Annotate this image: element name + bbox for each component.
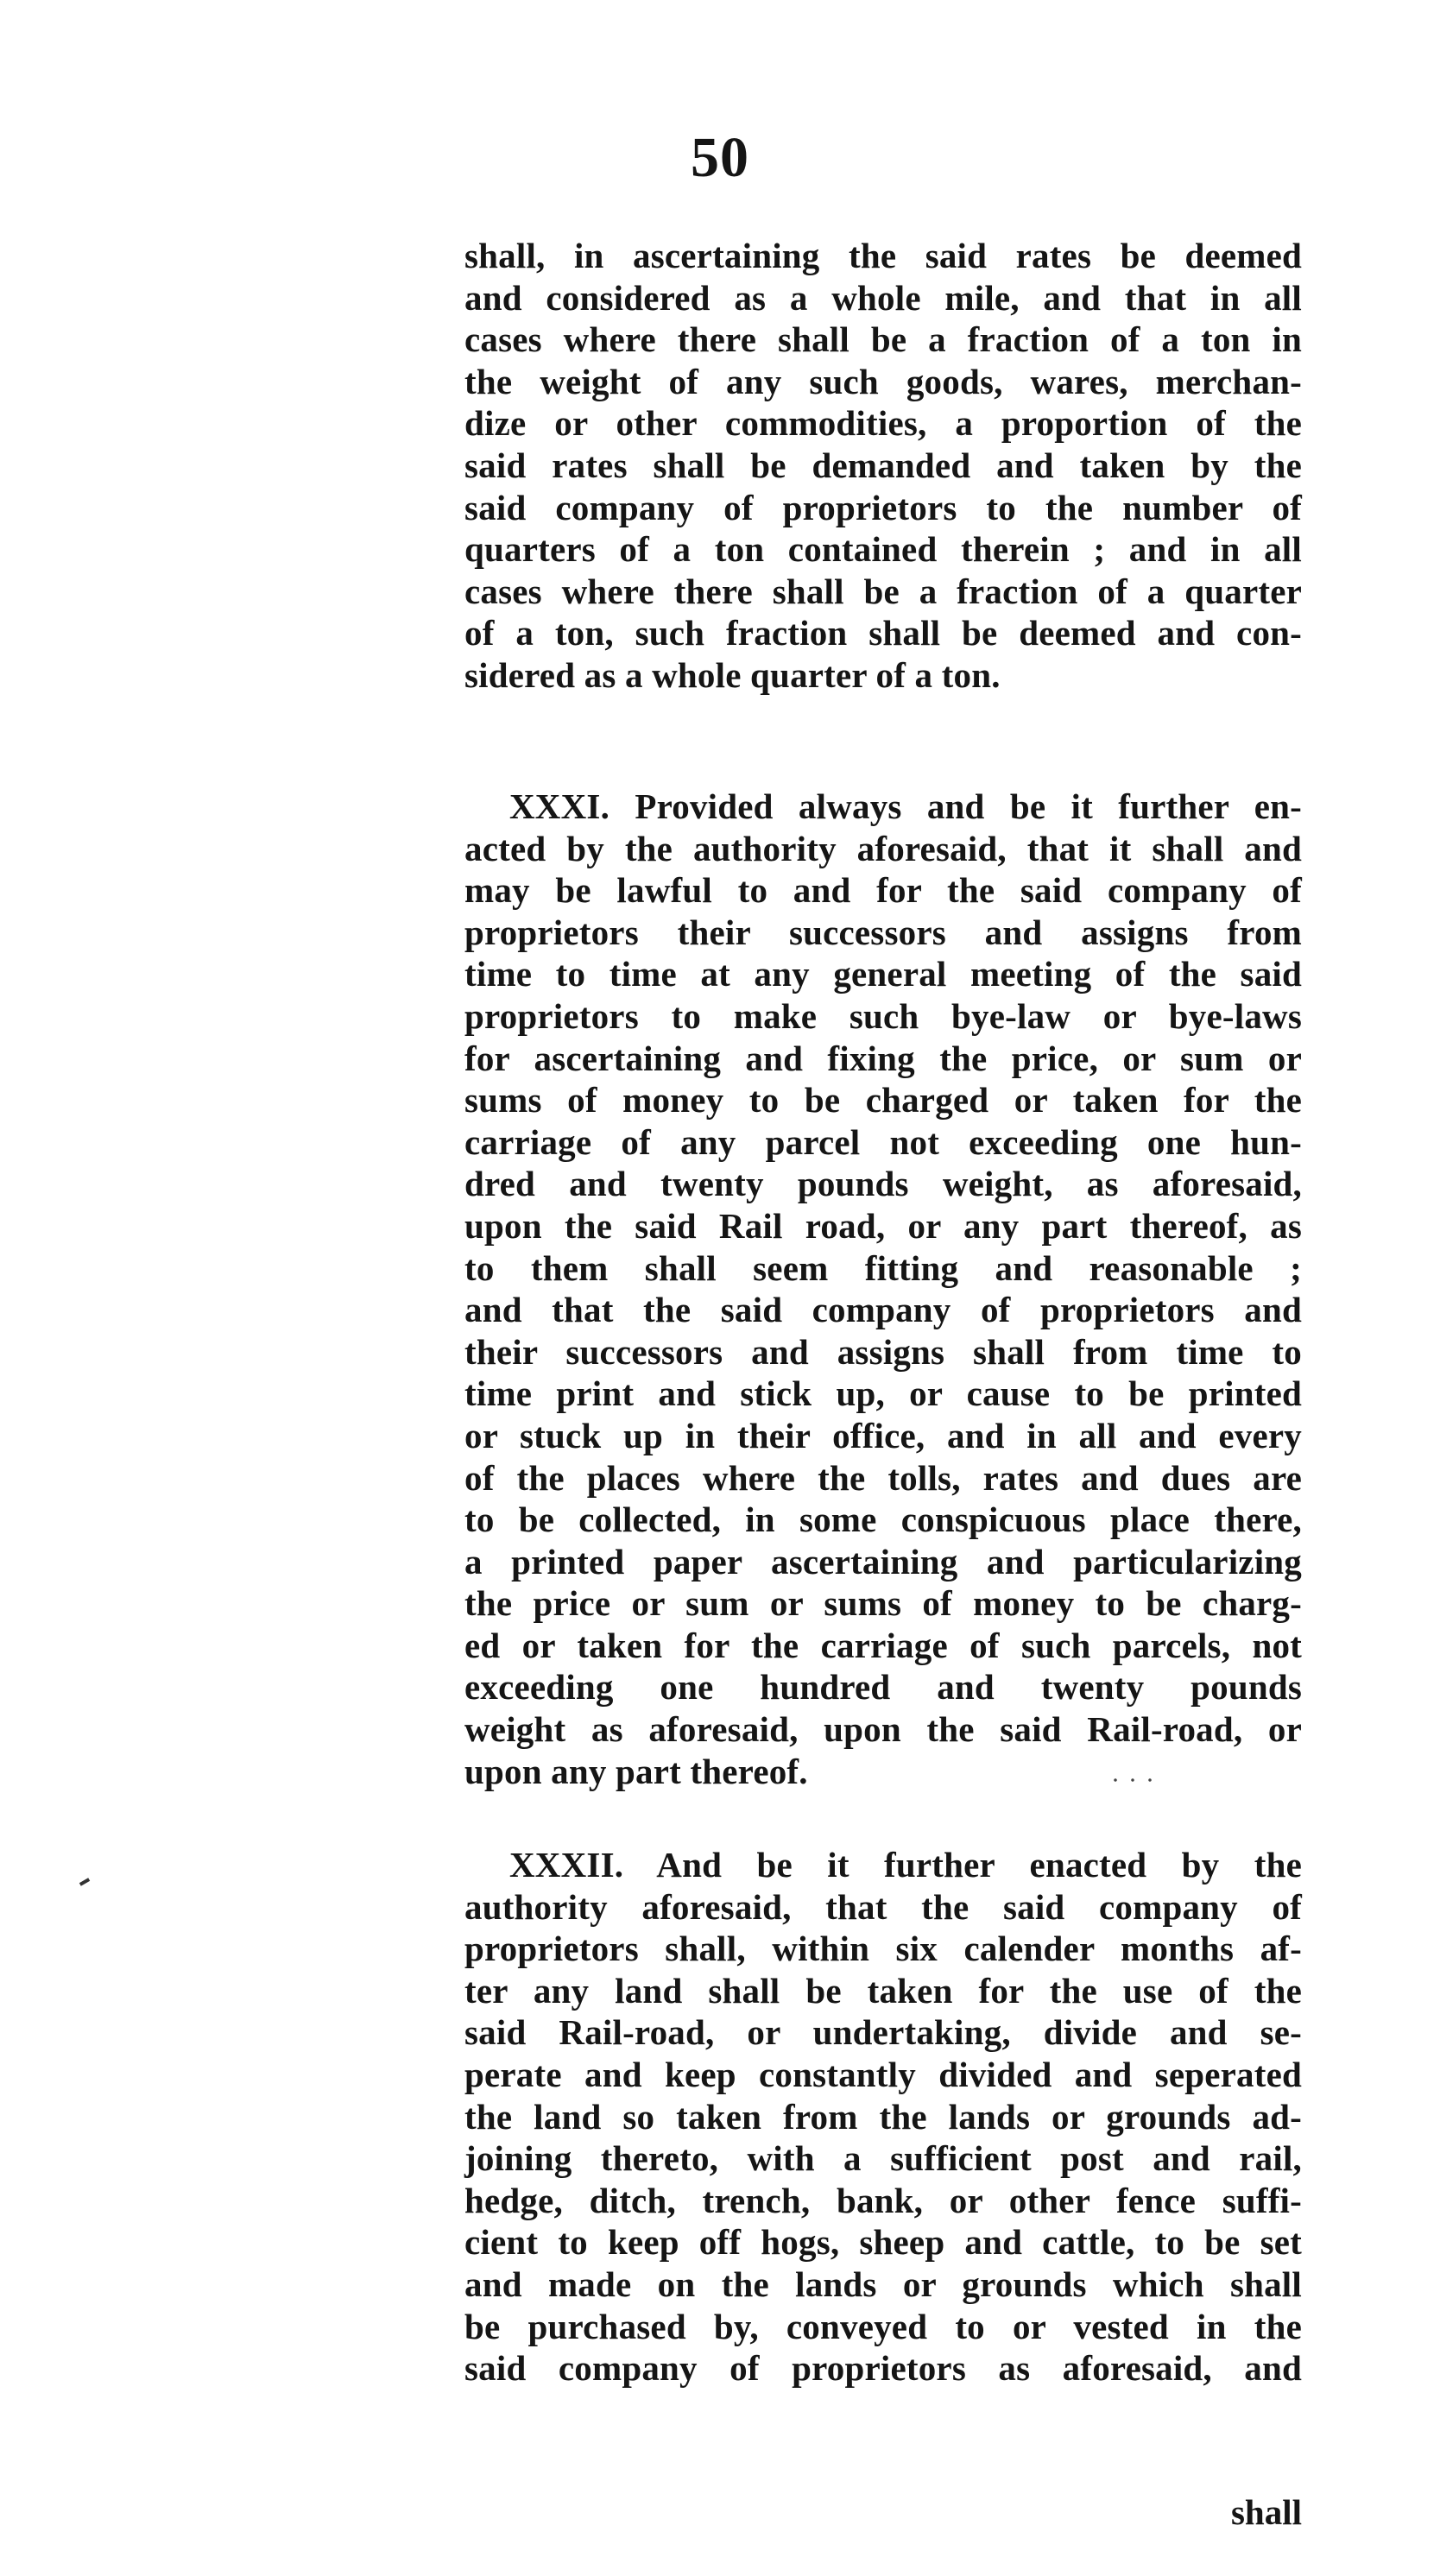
text-line: proprietors to make such bye-law or bye-laws	[464, 995, 1302, 1036]
paragraph-section-xxxii	[464, 1844, 1302, 2390]
text-line: joining thereto, with a sufficient post and rail,	[464, 2138, 1302, 2179]
catchword: shall	[1230, 2492, 1302, 2532]
text-line: dize or other commodities, a proportion of the	[464, 403, 1302, 444]
text-line: the price or sum or sums of money to be charg-	[464, 1583, 1302, 1624]
text-line: weight as aforesaid, upon the said Rail-road, or	[464, 1709, 1302, 1750]
text-line: said company of proprietors to the number of	[464, 487, 1302, 527]
text-line: said rates shall be demanded and taken by the	[464, 445, 1302, 485]
text-line: ed or taken for the carriage of such parcels, not	[464, 1625, 1302, 1665]
text-line: ter any land shall be taken for the use of the	[464, 1970, 1302, 2011]
text-line: acted by the authority aforesaid, that it shall and	[464, 828, 1302, 868]
text-line: their successors and assigns shall from time to	[464, 1331, 1302, 1372]
text-line: and made on the lands or grounds which shall	[464, 2263, 1302, 2304]
paragraph-rates-fractions	[464, 235, 1302, 697]
text-line: a printed paper ascertaining and particularizing	[464, 1541, 1302, 1582]
text-line: be purchased by, conveyed to or vested in the	[464, 2306, 1302, 2346]
paragraph-section-xxxi	[464, 786, 1302, 1792]
text-line: sidered as a whole quarter of a ton.	[464, 654, 1001, 695]
text-line: to be collected, in some conspicuous place there,	[464, 1500, 1302, 1540]
text-line: cases where there shall be a fraction of a ton in	[464, 319, 1302, 360]
text-line: time to time at any general meeting of the said	[464, 954, 1302, 994]
text-line: carriage of any parcel not exceeding one hun-	[464, 1121, 1302, 1162]
text-line: upon any part thereof.	[464, 1751, 808, 1791]
text-line: authority aforesaid, that the said company of	[464, 1886, 1302, 1927]
text-line: of a ton, such fraction shall be deemed and con-	[464, 613, 1302, 653]
text-line: proprietors their successors and assigns from	[464, 912, 1302, 952]
text-line: cases where there shall be a fraction of a quarter	[464, 571, 1302, 611]
text-line: said Rail-road, or undertaking, divide and se-	[464, 2012, 1302, 2053]
text-line: said company of proprietors as aforesaid, and	[464, 2348, 1302, 2389]
text-line: quarters of a ton contained therein ; and in all	[464, 529, 1302, 570]
text-line: sums of money to be charged or taken for the	[464, 1080, 1302, 1121]
text-line: for ascertaining and fixing the price, or sum or	[464, 1038, 1302, 1078]
text-line: or stuck up in their office, and in all and every	[464, 1415, 1302, 1455]
text-line: may be lawful to and for the said company of	[464, 870, 1302, 911]
text-line: proprietors shall, within six calender months af-	[464, 1929, 1302, 1969]
page-number: 50	[691, 126, 749, 189]
section-heading-line: XXXII. And be it further enacted by the	[509, 1845, 1302, 1885]
text-line: cient to keep off hogs, sheep and cattle, to be set	[464, 2222, 1302, 2263]
section-heading-line: XXXI. Provided always and be it further en-	[509, 786, 1302, 826]
text-line: exceeding one hundred and twenty pounds	[464, 1667, 1302, 1708]
stray-margin-mark	[79, 1878, 90, 1885]
text-line: hedge, ditch, trench, bank, or other fence suffi-	[464, 2180, 1302, 2220]
text-line: dred and twenty pounds weight, as aforesaid,	[464, 1164, 1302, 1204]
stray-dots-mark	[1107, 1777, 1159, 1783]
text-line: perate and keep constantly divided and seperated	[464, 2054, 1302, 2094]
text-line: upon the said Rail road, or any part thereof, as	[464, 1205, 1302, 1246]
text-line: the weight of any such goods, wares, merchan-	[464, 361, 1302, 401]
text-line: and that the said company of proprietors and	[464, 1290, 1302, 1330]
text-line: of the places where the tolls, rates and dues are	[464, 1457, 1302, 1498]
text-line: the land so taken from the lands or grounds ad-	[464, 2096, 1302, 2137]
text-line: time print and stick up, or cause to be printed	[464, 1373, 1302, 1414]
text-line: and considered as a whole mile, and that in all	[464, 277, 1302, 318]
text-line: to them shall seem fitting and reasonable ;	[464, 1247, 1302, 1288]
text-line: shall, in ascertaining the said rates be deemed	[464, 236, 1302, 275]
